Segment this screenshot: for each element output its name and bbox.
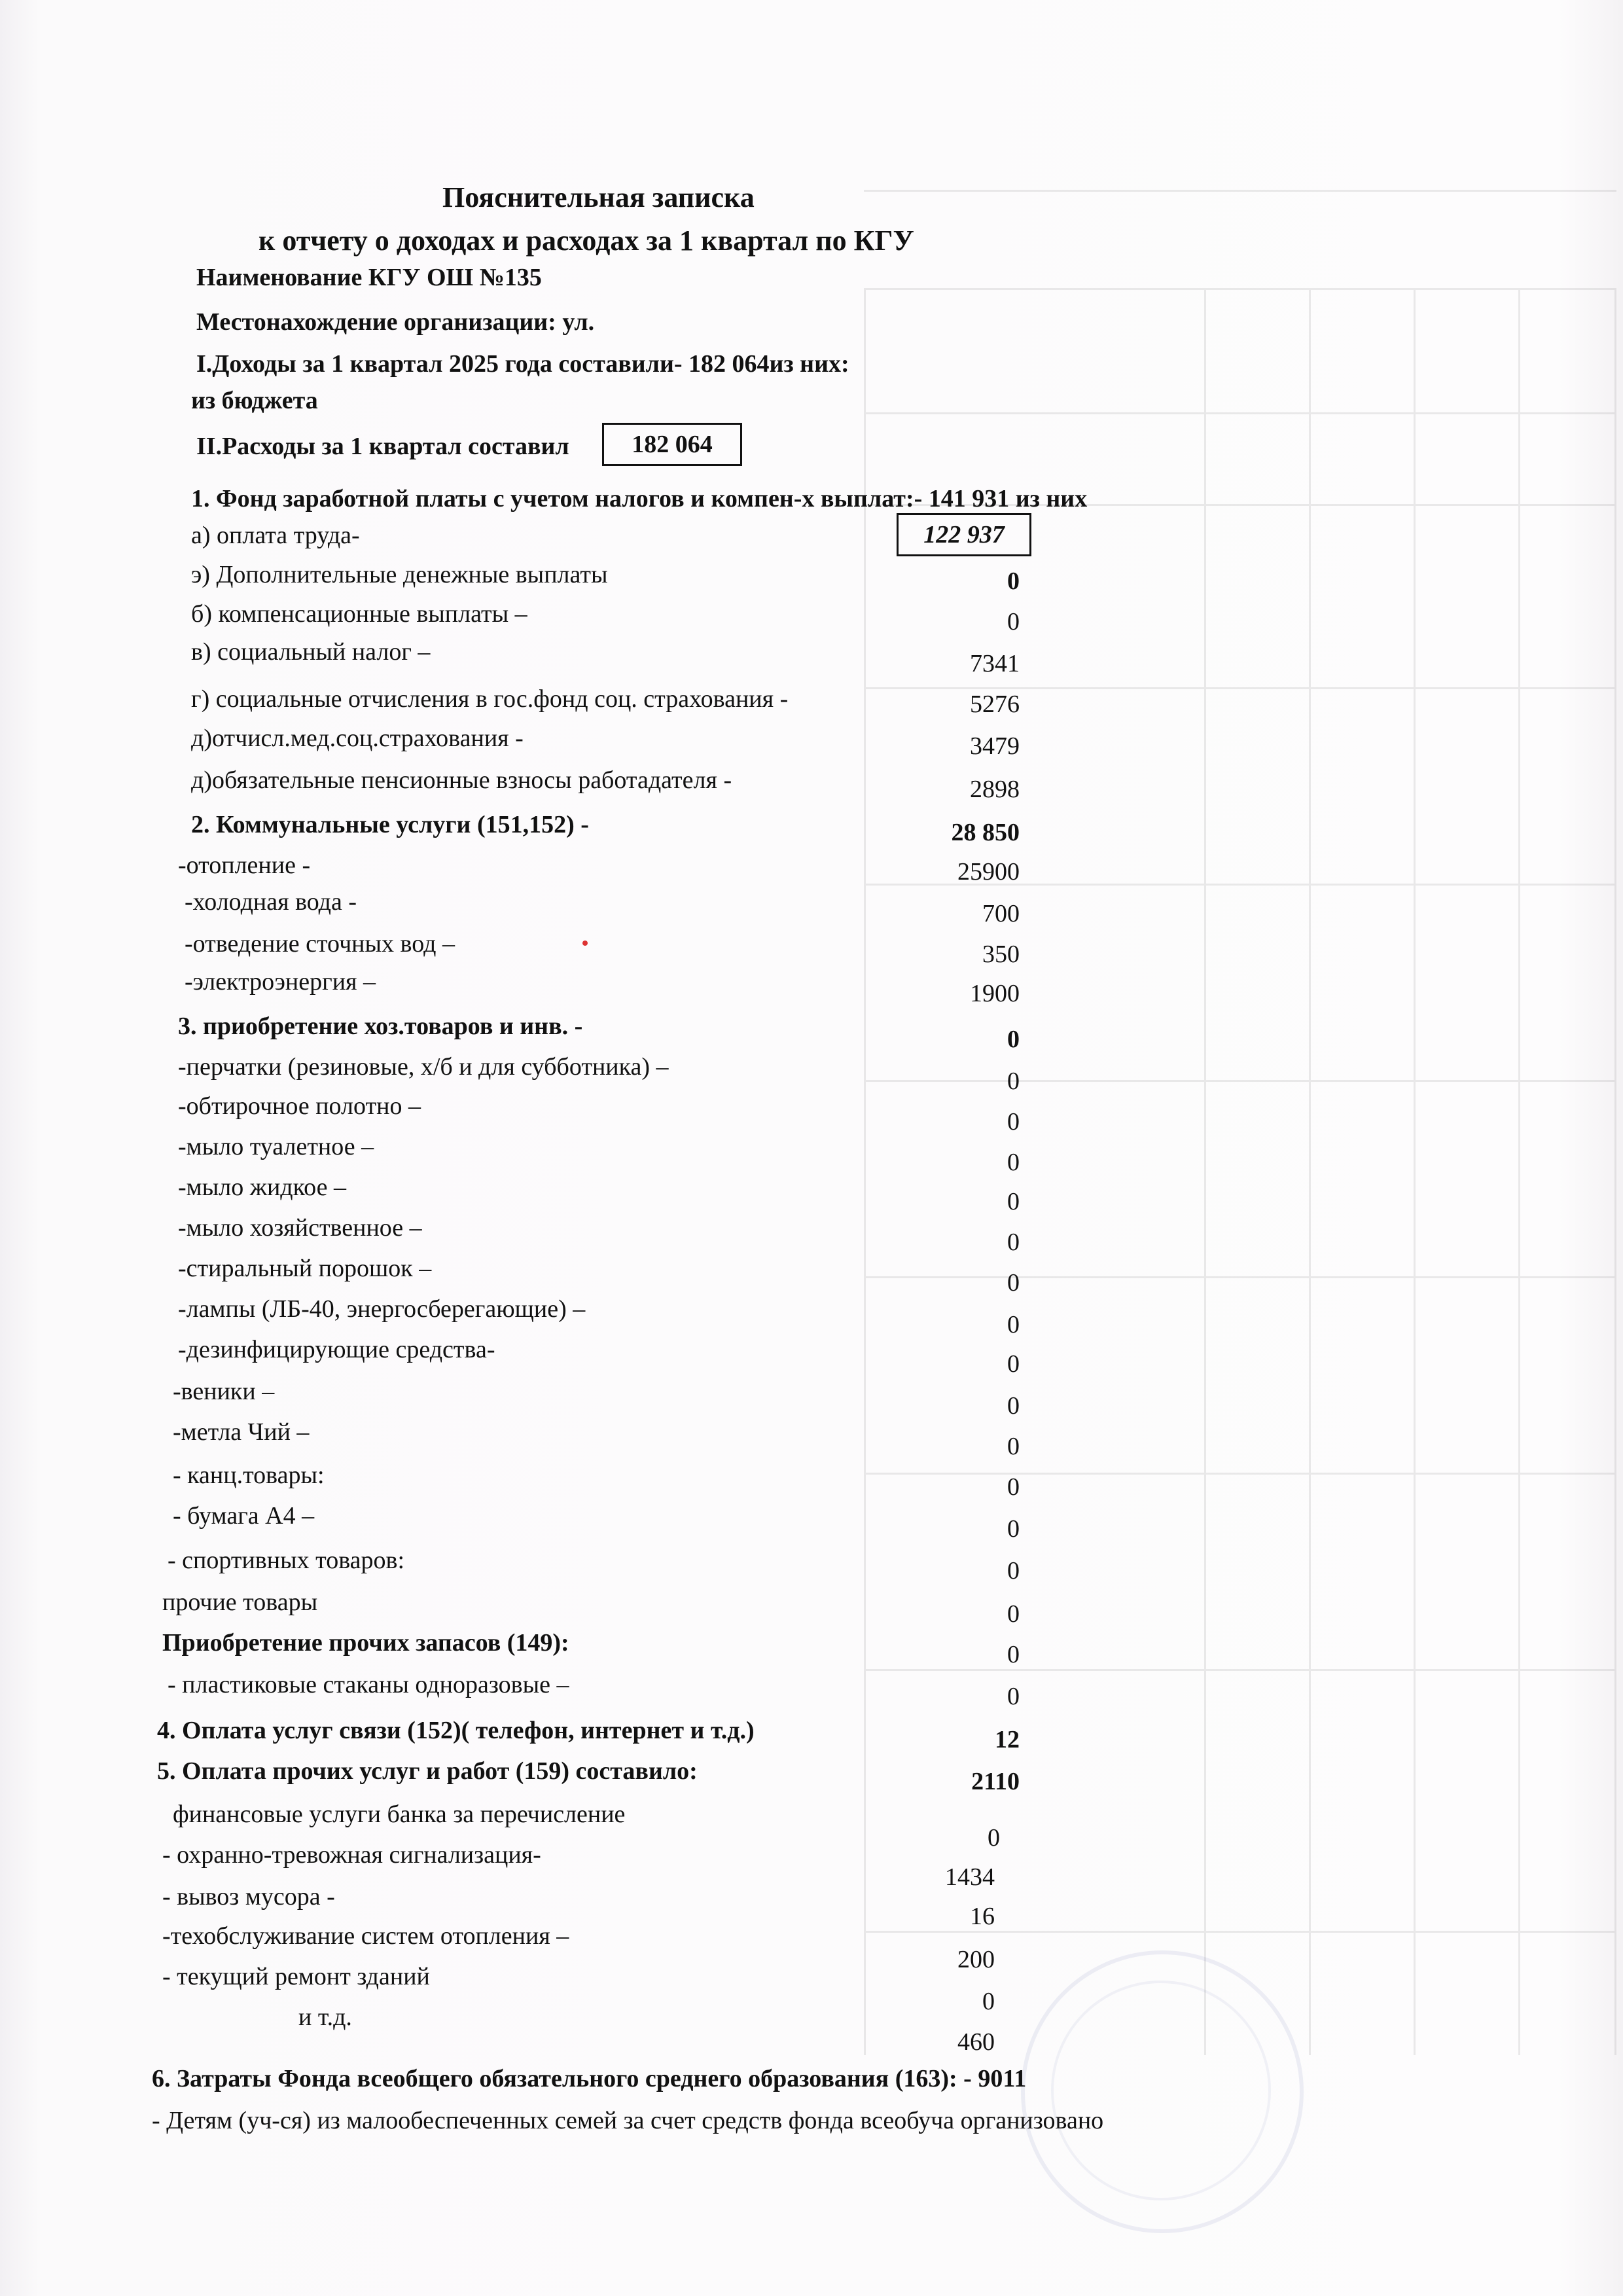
services-total: 2110 [971,1768,1020,1795]
utilities-item-label: -электроэнергия – [185,968,376,996]
org-name: Наименование КГУ ОШ №135 [196,264,542,291]
goods-item-value: 0 [1007,1311,1020,1338]
goods-item-label: -дезинфицирующие средства- [178,1336,495,1363]
goods-item-label: -перчатки (резиновые, х/б и для субботника) – [178,1053,669,1081]
utilities-item-label: -отопление - [178,852,311,879]
fot-item-label: в) социальный налог – [191,638,431,666]
goods-item-value: 0 [1007,1149,1020,1176]
fot-item-label: д)отчисл.мед.соц.страхования - [191,725,524,752]
goods-item-value: 0 [1007,1229,1020,1256]
goods-item-value: 0 [1007,1392,1020,1420]
services-item-label: -техобслуживание систем отопления – [162,1922,569,1950]
goods-item-value: 0 [1007,1473,1020,1501]
utilities-heading: 2. Коммунальные услуги (151,152) - [191,811,589,838]
goods-item-value: 0 [1007,1433,1020,1460]
goods-total: 0 [1007,1026,1020,1053]
goods-item-label: - канц.товары: [173,1462,325,1489]
utilities-item-label: -отведение сточных вод – [185,930,455,958]
fot-item-label: г) социальные отчисления в гос.фонд соц. страхования - [191,685,789,713]
comm-heading: 4. Оплата услуг связи (152)( телефон, интернет и т.д.) [157,1717,755,1744]
utilities-item-value: 25900 [957,858,1020,886]
goods-item-value: 0 [1007,1188,1020,1215]
goods-item-label: -мыло хозяйственное – [178,1214,422,1242]
comm-total: 12 [995,1726,1020,1753]
fund-heading: 6. Затраты Фонда всеобщего обязательного среднего образования (163): - 9011 [152,2065,1027,2092]
expense-total-box: 182 064 [602,423,742,466]
utilities-item-value: 1900 [970,980,1020,1007]
fot-item-label: б) компенсационные выплаты – [191,600,527,628]
services-item-value: 200 [957,1946,995,1973]
services-item-label: и т.д. [298,2003,352,2031]
expense-line: II.Расходы за 1 квартал составил [196,433,569,460]
goods-item-label: -мыло туалетное – [178,1133,374,1160]
goods-item-label: -обтирочное полотно – [178,1092,421,1120]
services-heading: 5. Оплата прочих услуг и работ (159) составило: [157,1757,698,1785]
fot-item-label: э) Дополнительные денежные выплаты [191,561,608,588]
fot-item-value: 3479 [970,732,1020,760]
services-item-label: - текущий ремонт зданий [162,1963,430,1990]
goods-item-value: 0 [1007,1067,1020,1095]
fund-note: - Детям (уч-ся) из малообеспеченных семей за счет средств фонда всеобуча организовано [152,2107,1104,2134]
other-stock-total: 0 [1007,1641,1020,1668]
red-ink-mark [582,941,588,946]
fot-item-label: а) оплата труда- [191,522,360,549]
fot-heading: 1. Фонд заработной платы с учетом налогов и компен-х выплат:- 141 931 из них [191,485,1088,512]
goods-item-label: -веники – [173,1378,275,1405]
goods-item-label: прочие товары [162,1588,318,1616]
goods-item-label: -стиральный порошок – [178,1255,432,1282]
org-location: Местонахождение организации: ул. [196,308,595,336]
utilities-item-label: -холодная вода - [185,888,357,916]
faint-seal-stamp [1021,1950,1304,2233]
fot-item-value: 0 [1007,567,1020,595]
fot-item-value: 7341 [970,650,1020,677]
services-item-label: - охранно-тревожная сигнализация- [162,1841,541,1869]
services-item-value: 0 [988,1824,1000,1852]
other-stock-item-value: 0 [1007,1683,1020,1710]
services-item-label: - вывоз мусора - [162,1883,335,1910]
fot-item-label: д)обязательные пенсионные взносы работадателя - [191,766,732,794]
goods-item-label: - бумага А4 – [173,1502,315,1530]
goods-item-label: - спортивных товаров: [168,1547,405,1574]
goods-item-value: 0 [1007,1557,1020,1585]
utilities-item-value: 350 [982,941,1020,968]
fot-item-value-boxed: 122 937 [897,513,1031,556]
utilities-item-value: 700 [982,900,1020,927]
income-line: I.Доходы за 1 квартал 2025 года составили- 182 064из них: [196,350,849,378]
services-item-value: 16 [970,1903,995,1930]
income-source: из бюджета [191,387,318,414]
fot-item-value: 2898 [970,776,1020,803]
goods-item-value: 0 [1007,1350,1020,1378]
services-item-value: 0 [982,1988,995,2015]
services-item-label: финансовые услуги банка за перечисление [173,1801,626,1828]
goods-heading: 3. приобретение хоз.товаров и инв. - [178,1013,583,1040]
fot-item-value: 5276 [970,691,1020,718]
services-item-value: 1434 [945,1863,995,1891]
goods-item-value: 0 [1007,1108,1020,1136]
goods-item-label: -мыло жидкое – [178,1174,346,1201]
other-stock-heading: Приобретение прочих запасов (149): [162,1629,569,1657]
goods-item-label: -метла Чий – [173,1418,310,1446]
goods-item-value: 0 [1007,1269,1020,1297]
title-line-2: к отчету о доходах и расходах за 1 квартал по КГУ [259,224,914,257]
goods-item-label: -лампы (ЛБ-40, энергосберегающие) – [178,1295,586,1323]
services-item-value: 460 [957,2028,995,2056]
title-line-1: Пояснительная записка [442,181,755,213]
goods-item-value: 0 [1007,1515,1020,1543]
goods-item-value: 0 [1007,1600,1020,1628]
fot-item-value: 0 [1007,608,1020,636]
other-stock-item-label: - пластиковые стаканы одноразовые – [168,1671,569,1698]
utilities-total: 28 850 [951,819,1020,846]
